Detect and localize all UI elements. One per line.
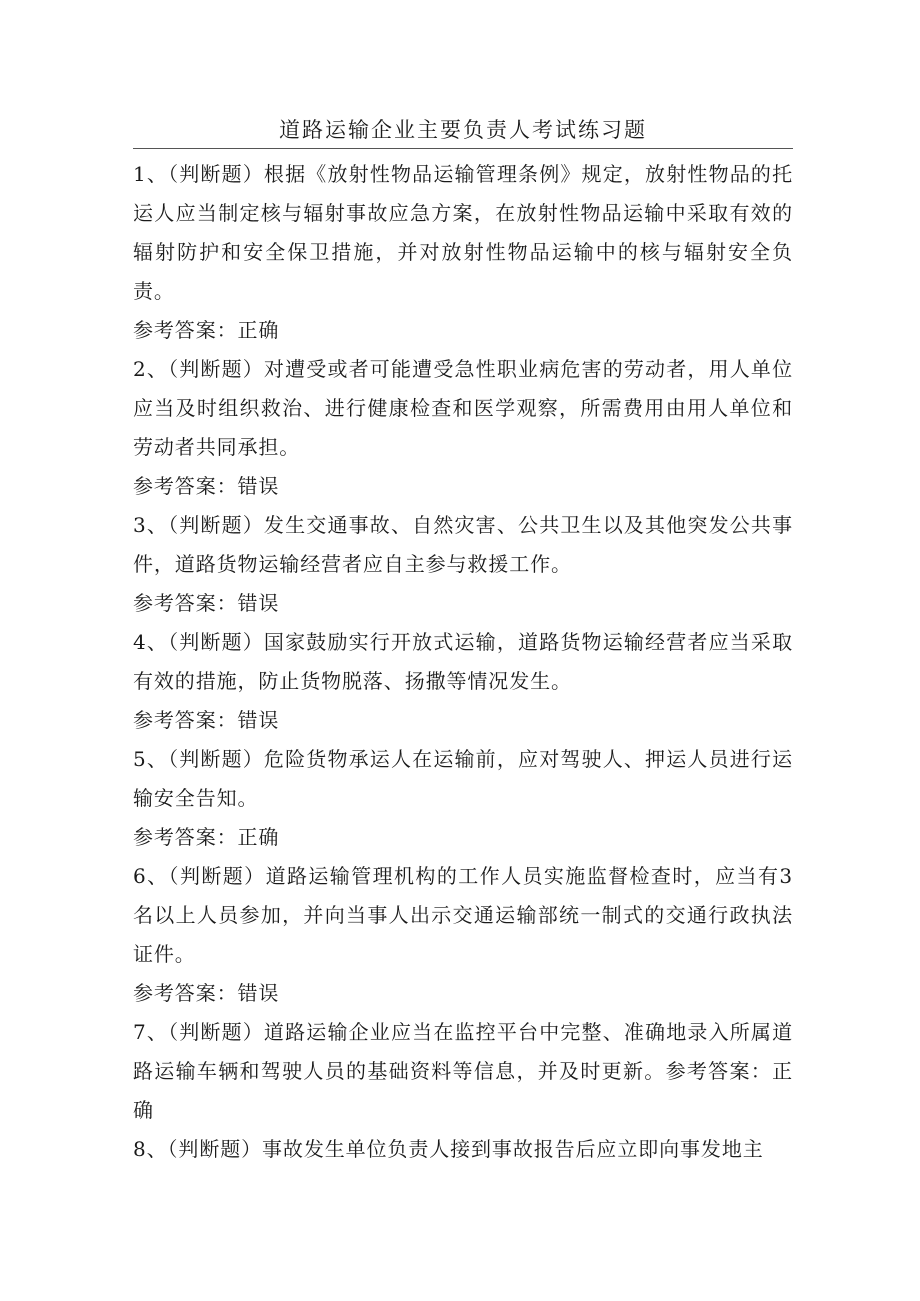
question-text: 4、（判断题）国家鼓励实行开放式运输，道路货物运输经营者应当采取有效的措施，防止货物脱落、扬撒等情况发生。 xyxy=(133,630,793,693)
answer-text: 参考答案：正确 xyxy=(133,318,280,342)
question-item-2 xyxy=(133,350,793,506)
answer-text: 参考答案：错误 xyxy=(133,981,280,1005)
question-list xyxy=(133,155,793,1169)
question-item-4 xyxy=(133,623,793,740)
question-item-7 xyxy=(133,1013,793,1130)
title-divider xyxy=(133,148,793,149)
question-text: 7、（判断题）道路运输企业应当在监控平台中完整、准确地录入所属道路运输车辆和驾驶人员的基础资料等信息，并及时更新。参考答案：正确 xyxy=(133,1020,793,1122)
question-item-8 xyxy=(133,1130,793,1169)
question-item-5 xyxy=(133,740,793,857)
answer-text: 参考答案：正确 xyxy=(133,825,280,849)
question-text: 3、（判断题）发生交通事故、自然灾害、公共卫生以及其他突发公共事件，道路货物运输经营者应自主参与救援工作。 xyxy=(133,513,793,576)
answer-text: 参考答案：错误 xyxy=(133,591,280,615)
question-text: 1、（判断题）根据《放射性物品运输管理条例》规定，放射性物品的托运人应当制定核与辐射事故应急方案，在放射性物品运输中采取有效的辐射防护和安全保卫措施，并对放射性物品运输中的核与辐射安全负责。 xyxy=(133,162,793,303)
question-text: 6、（判断题）道路运输管理机构的工作人员实施监督检查时，应当有3名以上人员参加，并向当事人出示交通运输部统一制式的交通行政执法证件。 xyxy=(133,864,793,966)
document-title: 道路运输企业主要负责人考试练习题 xyxy=(279,118,647,142)
answer-text: 参考答案：错误 xyxy=(133,474,280,498)
question-item-3 xyxy=(133,506,793,623)
question-text: 5、（判断题）危险货物承运人在运输前，应对驾驶人、押运人员进行运输安全告知。 xyxy=(133,747,793,810)
question-text: 2、（判断题）对遭受或者可能遭受急性职业病危害的劳动者，用人单位应当及时组织救治、进行健康检查和医学观察，所需费用由用人单位和劳动者共同承担。 xyxy=(133,357,793,459)
question-item-1 xyxy=(133,155,793,350)
question-item-6 xyxy=(133,857,793,1013)
question-text: 8、（判断题）事故发生单位负责人接到事故报告后应立即向事发地主 xyxy=(133,1137,764,1161)
answer-text: 参考答案：错误 xyxy=(133,708,280,732)
